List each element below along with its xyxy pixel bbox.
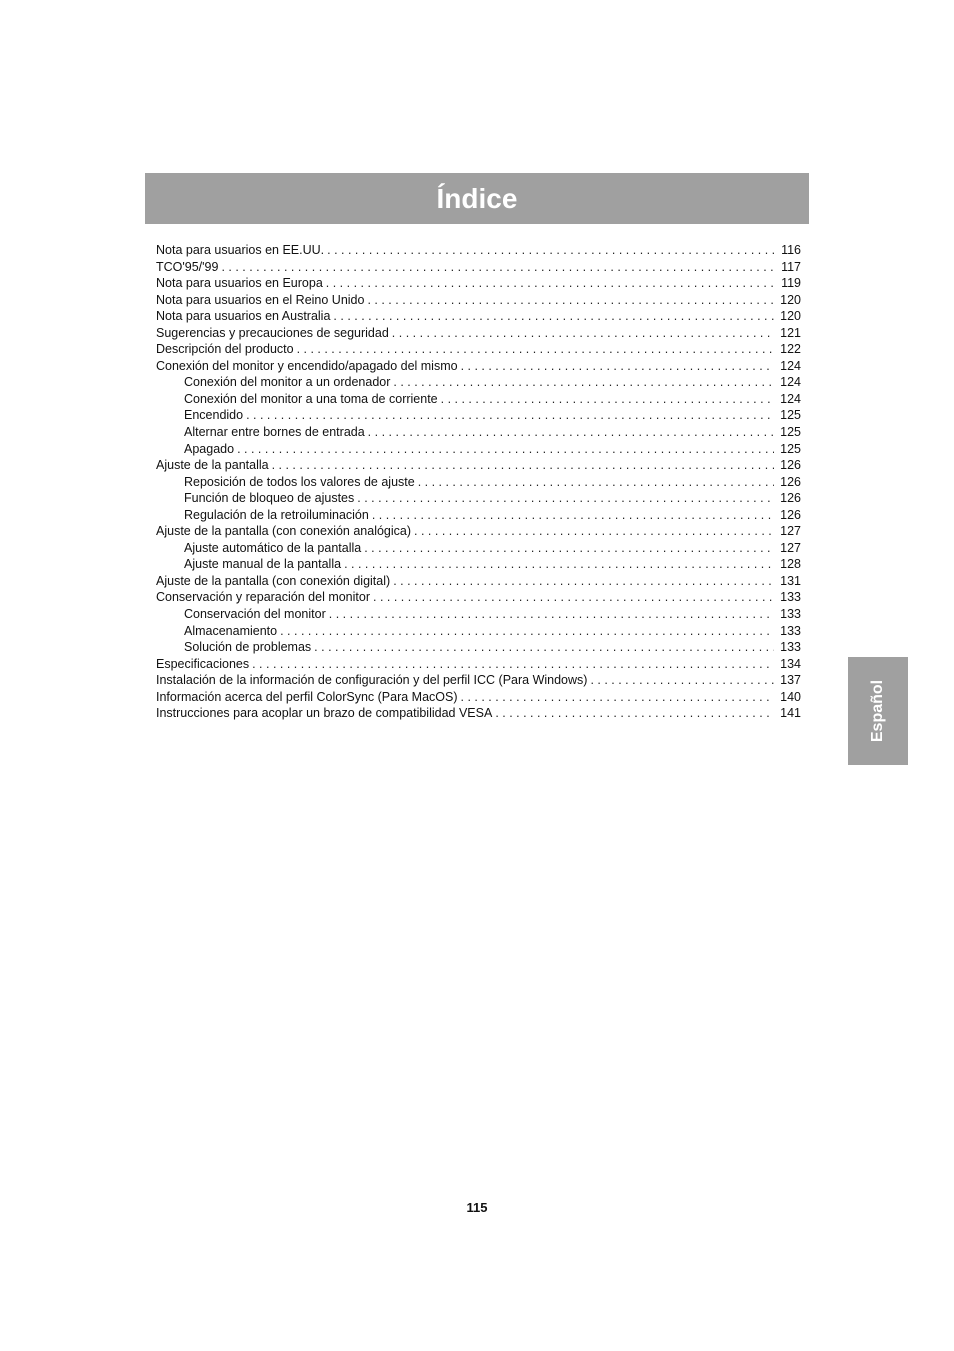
toc-entry-page: 134 [780, 656, 801, 671]
toc-entry-title: Ajuste de la pantalla (con conexión analógica) [156, 524, 412, 539]
toc-entry [156, 275, 801, 292]
toc-entry-page: 126 [780, 458, 801, 473]
toc-entry-page: 133 [780, 607, 801, 622]
toc-entry-page: 125 [780, 425, 801, 440]
toc-entry [156, 242, 801, 259]
language-tab-label: Español [869, 679, 887, 743]
toc-leader-dots [392, 325, 774, 342]
page-title: Índice [436, 182, 518, 214]
toc-leader-dots [368, 424, 774, 441]
toc-entry-page: 127 [780, 540, 801, 555]
toc-entry-title: Conservación y reparación del monitor [156, 590, 370, 605]
toc-entry-title: Especificaciones [156, 656, 250, 671]
toc-entry [156, 540, 801, 557]
toc-entry-title: Ajuste manual de la pantalla [184, 557, 342, 572]
toc-entry-title: Descripción del producto [156, 342, 294, 357]
toc-entry [156, 474, 801, 491]
toc-entry-page: 121 [780, 325, 801, 340]
toc-entry-page: 126 [780, 474, 801, 489]
toc-entry-title: Alternar entre bornes de entrada [184, 425, 365, 440]
toc-entry-page: 140 [780, 689, 801, 704]
toc-entry-title: Nota para usuarios en EE.UU. [156, 243, 325, 257]
toc-entry [156, 424, 801, 441]
toc-entry [156, 606, 801, 623]
toc-leader-dots [367, 292, 774, 309]
toc-entry-title: Información acerca del perfil ColorSync (Para MacOS) [156, 689, 458, 704]
toc-leader-dots [441, 391, 774, 408]
toc-entry-title: Conexión del monitor a un ordenador [184, 375, 391, 390]
toc-entry-page: 133 [780, 623, 801, 638]
toc-entry-title: TCO'95/'99 [156, 259, 219, 274]
toc-entry [156, 292, 801, 309]
toc-leader-dots [252, 656, 774, 673]
toc-entry [156, 490, 801, 507]
toc-leader-dots [246, 407, 774, 424]
toc-entry [156, 259, 801, 276]
toc-leader-dots [414, 523, 774, 540]
toc-entry-page: 128 [780, 557, 801, 572]
toc-entry-title: Solución de problemas [184, 640, 312, 655]
toc-leader-dots [272, 457, 774, 474]
toc-entry-page: 117 [781, 259, 801, 274]
toc-leader-dots [344, 556, 774, 573]
toc-entry [156, 705, 801, 722]
toc-entry [156, 507, 801, 524]
toc-entry [156, 556, 801, 573]
toc-entry-title: Almacenamiento [184, 623, 278, 638]
toc-entry-page: 125 [780, 441, 801, 456]
toc-entry-page: 125 [780, 408, 801, 423]
toc-entry [156, 391, 801, 408]
toc-entry-title: Reposición de todos los valores de ajuste [184, 474, 415, 489]
toc-entry [156, 374, 801, 391]
toc-entry [156, 325, 801, 342]
toc-entry [156, 523, 801, 540]
toc-entry-title: Ajuste de la pantalla [156, 458, 269, 473]
toc-entry [156, 689, 801, 706]
toc-entry-page: 133 [780, 590, 801, 605]
toc-entry-page: 141 [780, 706, 801, 721]
toc-entry [156, 441, 801, 458]
toc-entry-title: Nota para usuarios en Europa [156, 276, 323, 291]
toc-entry-page: 127 [780, 524, 801, 539]
toc-entry-page: 133 [780, 640, 801, 655]
toc-entry [156, 639, 801, 656]
toc-entry-title: Conexión del monitor y encendido/apagado del mismo [156, 358, 458, 373]
toc-entry-page: 120 [780, 309, 801, 324]
toc-entry-title: Nota para usuarios en el Reino Unido [156, 292, 365, 307]
toc-entry [156, 623, 801, 640]
title-bar [145, 173, 809, 224]
toc-entry-title: Nota para usuarios en Australia [156, 309, 331, 324]
toc-leader-dots [326, 275, 774, 292]
toc-leader-dots [495, 705, 774, 722]
toc-entry-title: Regulación de la retroiluminación [184, 507, 369, 522]
toc-entry [156, 308, 801, 325]
toc-entry [156, 672, 801, 689]
toc-leader-dots [461, 358, 774, 375]
toc-leader-dots [393, 573, 774, 590]
toc-entry-title: Ajuste de la pantalla (con conexión digital) [156, 573, 391, 588]
page-number: 115 [466, 1200, 488, 1215]
toc-entry-title: Ajuste automático de la pantalla [184, 540, 362, 555]
toc-leader-dots [372, 507, 774, 524]
toc-entry [156, 573, 801, 590]
toc-entry-page: 124 [780, 358, 801, 373]
language-tab [848, 657, 908, 765]
toc-entry [156, 589, 801, 606]
toc-leader-dots [461, 689, 774, 706]
toc-entry-page: 126 [780, 491, 801, 506]
toc-entry-title: Instalación de la información de configuración y del perfil ICC (Para Windows) [156, 673, 588, 688]
toc-entry-page: 131 [780, 573, 801, 588]
toc-leader-dots [364, 540, 774, 557]
toc-leader-dots [329, 606, 774, 623]
toc-leader-dots [327, 242, 774, 259]
toc-leader-dots [280, 623, 774, 640]
toc-entry-title: Función de bloqueo de ajustes [184, 491, 355, 506]
toc-entry [156, 457, 801, 474]
toc-leader-dots [590, 672, 774, 689]
table-of-contents [156, 242, 801, 722]
toc-entry-page: 120 [780, 292, 801, 307]
toc-entry-page: 116 [781, 243, 801, 257]
toc-entry [156, 358, 801, 375]
toc-entry-page: 124 [780, 391, 801, 406]
toc-leader-dots [221, 259, 774, 276]
toc-entry [156, 341, 801, 358]
toc-entry [156, 407, 801, 424]
toc-entry-page: 122 [780, 342, 801, 357]
toc-entry-page: 126 [780, 507, 801, 522]
toc-entry-title: Apagado [184, 441, 235, 456]
toc-entry-title: Conexión del monitor a una toma de corriente [184, 391, 438, 406]
toc-leader-dots [333, 308, 774, 325]
toc-leader-dots [357, 490, 774, 507]
toc-entry-title: Conservación del monitor [184, 607, 326, 622]
toc-entry-page: 137 [780, 673, 801, 688]
toc-entry-page: 124 [780, 375, 801, 390]
toc-entry-title: Encendido [184, 408, 244, 423]
toc-leader-dots [237, 441, 774, 458]
toc-leader-dots [297, 341, 774, 358]
toc-leader-dots [373, 589, 774, 606]
toc-leader-dots [314, 639, 774, 656]
toc-entry-page: 119 [781, 276, 801, 291]
toc-leader-dots [393, 374, 774, 391]
toc-entry-title: Instrucciones para acoplar un brazo de compatibilidad VESA [156, 706, 493, 721]
toc-entry-title: Sugerencias y precauciones de seguridad [156, 325, 389, 340]
toc-entry [156, 656, 801, 673]
toc-leader-dots [418, 474, 774, 491]
